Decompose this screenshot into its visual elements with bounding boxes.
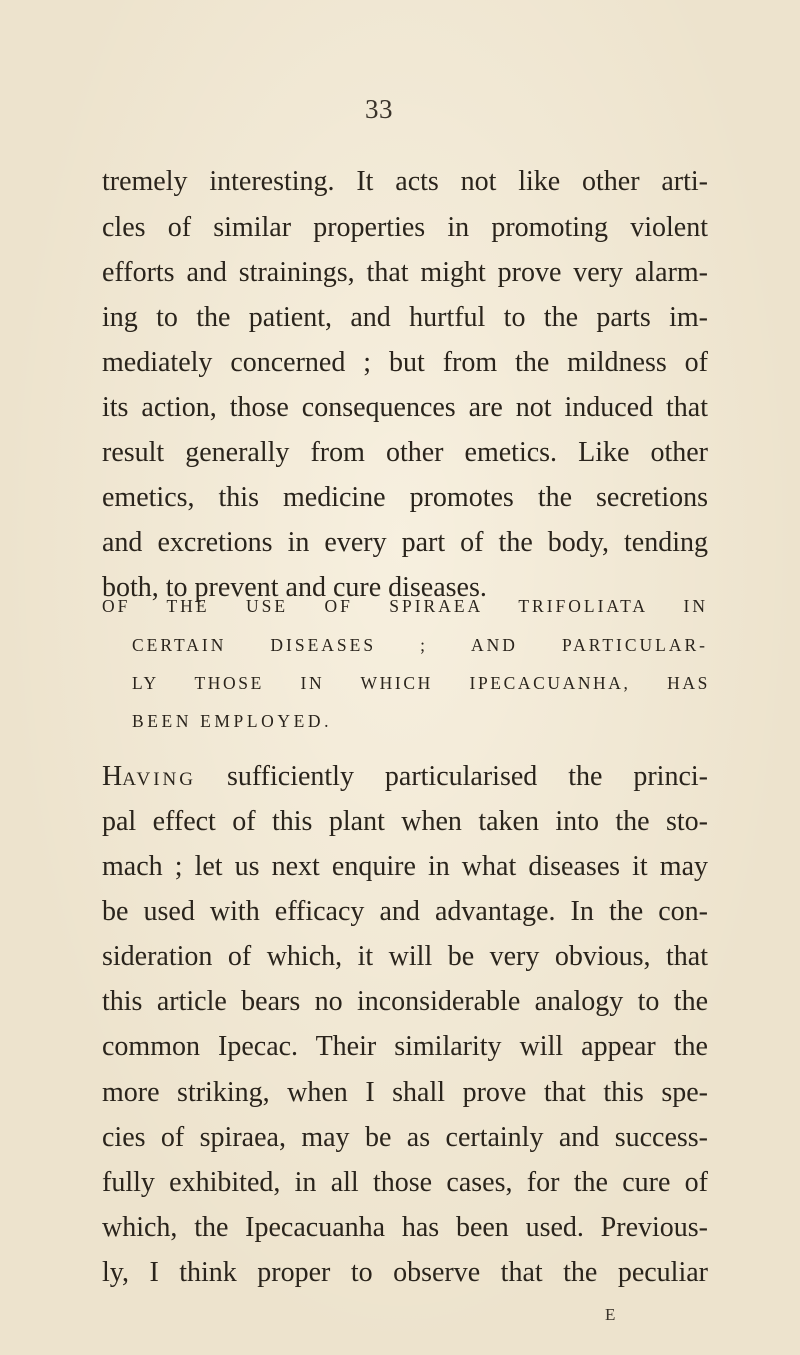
text-line: result generally from other emetics. Like other: [102, 437, 708, 468]
text-line: its action, those consequences are not induced that: [102, 392, 708, 423]
text-line: efforts and strainings, that might prove very alarm-: [102, 257, 708, 288]
text-line: sideration of which, it will be very obvious, that: [102, 941, 708, 972]
text-line: which, the Ipecacuanha has been used. Previous-: [102, 1212, 708, 1243]
text-line: fully exhibited, in all those cases, for the cure of: [102, 1167, 708, 1198]
text-line: pal effect of this plant when taken into the sto-: [102, 806, 708, 837]
signature-mark: E: [605, 1305, 616, 1324]
page-number: 33: [365, 94, 393, 124]
section-heading-line: CERTAIN DISEASES ; AND PARTICULAR-: [132, 635, 708, 655]
text-line-first: [102, 761, 708, 796]
text-line: common Ipecac. Their similarity will appear the: [102, 1031, 708, 1062]
text-line: cles of similar properties in promoting violent: [102, 212, 708, 243]
text-line: tremely interesting. It acts not like other arti-: [102, 166, 708, 197]
text-line-last: both, to prevent and cure diseases.: [102, 572, 487, 603]
first-line-text: sufficiently particularised the princi-: [196, 761, 708, 792]
section-heading-line: BEEN EMPLOYED.: [132, 711, 333, 731]
text-line: mach ; let us next enquire in what diseases it may: [102, 851, 708, 882]
text-line: ing to the patient, and hurtful to the parts im-: [102, 302, 708, 333]
text-line: this article bears no inconsiderable analogy to the: [102, 986, 708, 1017]
text-line: emetics, this medicine promotes the secretions: [102, 482, 708, 513]
text-line: mediately concerned ; but from the mildness of: [102, 347, 708, 378]
initial-letter: H: [102, 761, 123, 792]
text-line: be used with efficacy and advantage. In the con-: [102, 896, 708, 927]
text-line: more striking, when I shall prove that this spe-: [102, 1077, 708, 1108]
section-heading-line: OF THE USE OF SPIRAEA TRIFOLIATA IN: [102, 596, 708, 616]
section-heading-line: LY THOSE IN WHICH IPECACUANHA, HAS: [132, 673, 710, 693]
text-line: ly, I think proper to observe that the peculiar: [102, 1257, 708, 1288]
small-caps-word: AVING: [122, 769, 196, 790]
text-line: and excretions in every part of the body, tending: [102, 527, 708, 558]
text-line: cies of spiraea, may be as certainly and success-: [102, 1122, 708, 1153]
